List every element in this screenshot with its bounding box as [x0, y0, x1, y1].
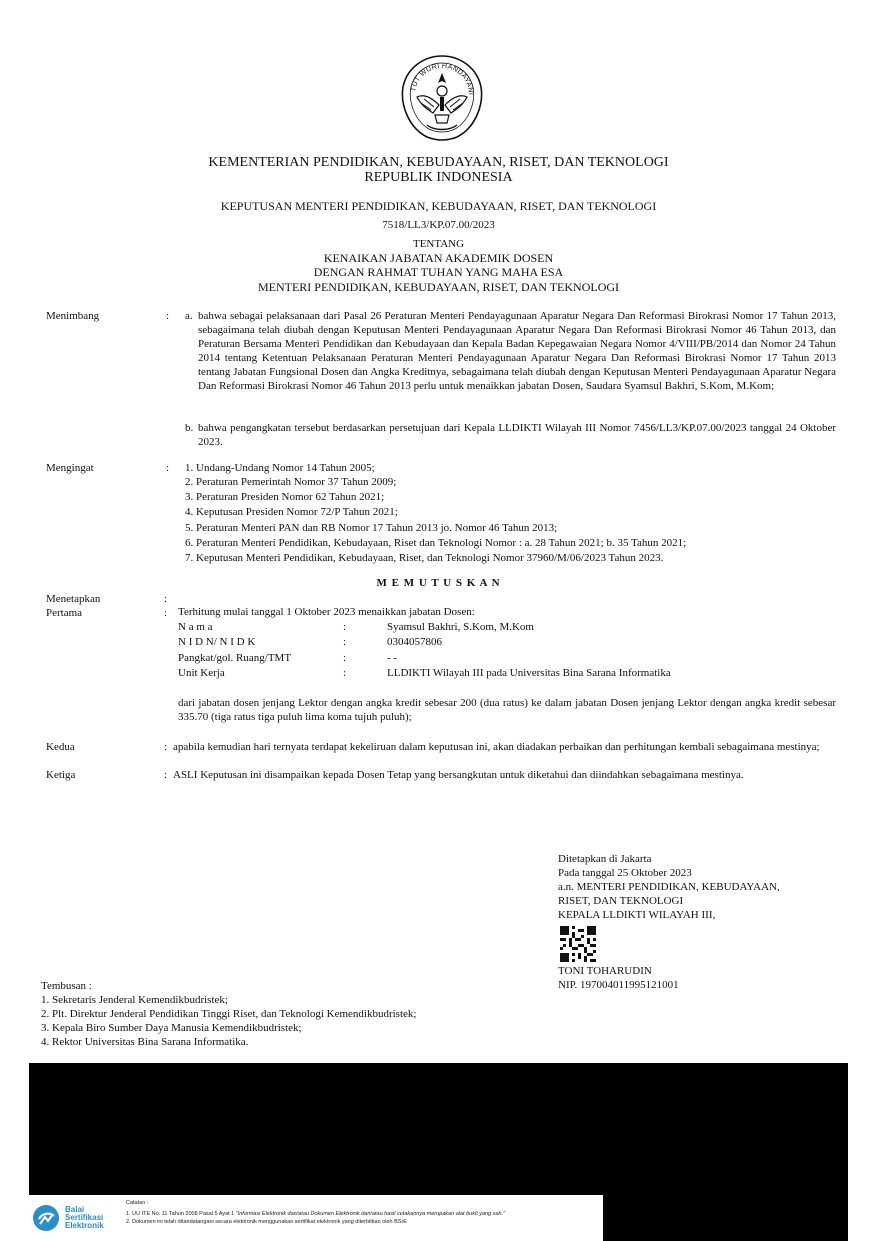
signature-place: Ditetapkan di Jakarta [558, 853, 652, 865]
bse-note-1-quote: "Informasi Elektronik dan/atau Dokumen Elektronik dan/atau hasil cetakannya merupakan alat bukti yang sah." [235, 1211, 506, 1217]
tembusan-item: 1. Sekretaris Jenderal Kemendikbudristek; [41, 994, 228, 1006]
field-sep: : [343, 621, 347, 633]
mengingat-item: 5. Peraturan Menteri PAN dan RB Nomor 17 Tahun 2013 jo. Nomor 46 Tahun 2013; [185, 522, 558, 534]
mengingat-colon: : [166, 462, 170, 474]
field-sep: : [343, 667, 347, 679]
signature-on-behalf-2: RISET, DAN TEKNOLOGI [558, 895, 684, 907]
menimbang-colon: : [166, 310, 170, 322]
menimbang-label: Menimbang [46, 310, 100, 322]
pertama-intro: Terhitung mulai tanggal 1 Oktober 2023 menaikkan jabatan Dosen: [178, 606, 475, 618]
bse-logo-line3: Elektronik [65, 1221, 104, 1230]
signature-position: KEPALA LLDIKTI WILAYAH III, [558, 909, 716, 921]
field-label-nama: N a m a [178, 621, 213, 633]
mengingat-item: 2. Peraturan Pemerintah Nomor 37 Tahun 2009; [185, 476, 397, 488]
qr-code [560, 926, 596, 962]
grace-line: DENGAN RAHMAT TUHAN YANG MAHA ESA [313, 265, 564, 279]
field-value-nidn: 0304057806 [387, 636, 442, 648]
bse-note-2: 2. Dokumen ini telah ditandatangani secara elektronik menggunakan sertifikat elektronik yang diterbitkan oleh BSrE [126, 1219, 407, 1225]
mengingat-item: 4. Keputusan Presiden Nomor 72/P Tahun 2021; [185, 506, 398, 518]
tentang-label: TENTANG [412, 238, 465, 250]
pertama-label: Pertama [46, 607, 83, 619]
signature-on-behalf: a.n. MENTERI PENDIDIKAN, KEBUDAYAAN, [558, 881, 780, 893]
mengingat-item: 7. Keputusan Menteri Pendidikan, Kebudayaan, Riset, dan Teknologi Nomor 37960/M/06/2023 Tahun 2023. [185, 552, 664, 564]
decree-title: KEPUTUSAN MENTERI PENDIDIKAN, KEBUDAYAAN, RISET, DAN TEKNOLOGI [220, 199, 657, 213]
signature-date: Pada tanggal 25 Oktober 2023 [558, 867, 692, 879]
bse-catatan: Catatan : [126, 1200, 149, 1206]
decree-subject: KENAIKAN JABATAN AKADEMIK DOSEN [323, 251, 554, 265]
ministry-country: REPUBLIK INDONESIA [364, 170, 513, 185]
ketiga-label: Ketiga [46, 769, 76, 781]
bse-footer [29, 1195, 603, 1241]
bse-note-1 [126, 1211, 505, 1218]
signature-name: TONI TOHARUDIN [558, 965, 652, 977]
mengingat-item: 6. Peraturan Menteri Pendidikan, Kebudayaan, Riset dan Teknologi Nomor : a. 28 Tahun 2021; b. 35 Tahun 2021; [185, 537, 687, 549]
kedua-label: Kedua [46, 741, 75, 753]
menetapkan-label: Menetapkan [46, 593, 101, 605]
svg-text:TUT WURI HANDAYANI: TUT WURI HANDAYANI [410, 62, 475, 96]
field-label-pangkat: Pangkat/gol. Ruang/TMT [178, 652, 292, 664]
kedua-colon: : [164, 741, 168, 753]
pertama-closing: dari jabatan dosen jenjang Lektor dengan angka kredit sebesar 200 (dua ratus) ke dalam jabatan Dosen jenjang Lektor dengan angka kredit sebesar 335.70 (tiga ratus tiga puluh lima koma tujuh puluh); [178, 697, 836, 723]
tembusan-item: 4. Rektor Universitas Bina Sarana Informatika. [41, 1036, 249, 1048]
bse-logo-line2: Sertifikasi [65, 1213, 104, 1222]
tut-wuri-handayani-emblem [397, 53, 487, 141]
memutuskan-heading: M E M U T U S K A N [376, 577, 501, 589]
minister-line: MENTERI PENDIDIKAN, KEBUDAYAAN, RISET, DAN TEKNOLOGI [257, 280, 620, 294]
tembusan-title: Tembusan : [41, 980, 92, 992]
ketiga-colon: : [164, 769, 168, 781]
field-sep: : [343, 636, 347, 648]
decree-number: 7518/LL3/KP.07.00/2023 [382, 219, 495, 231]
bse-note-1-prefix: 1. UU ITE No. 11 Tahun 2008 Pasal 5 Ayat 1 [126, 1211, 236, 1217]
bse-logo-line1: Balai [65, 1205, 85, 1214]
field-value-pangkat: - - [387, 652, 398, 664]
bse-logo-icon [32, 1204, 60, 1232]
mengingat-item: 1. Undang-Undang Nomor 14 Tahun 2005; [185, 462, 375, 474]
mengingat-label: Mengingat [46, 462, 94, 474]
menetapkan-colon: : [164, 593, 168, 605]
menimbang-a-marker: a. [185, 310, 193, 322]
field-value-nama: Syamsul Bakhri, S.Kom, M.Kom [387, 621, 534, 633]
menimbang-a-text: bahwa sebagai pelaksanaan dari Pasal 26 Peraturan Menteri Pendayagunaan Aparatur Negara Dan Reformasi Birokrasi Nomor 17 Tahun 2013, sebagaimana telah diubah dengan Keputusan Menteri Pendayagunaan Aparatur Negara Dan Reformasi Birokrasi Nomor 46 Tahun 2013, dan Peraturan Bersama Menteri Pendidikan dan Kebudayaan dan Kepala Badan Kepegawaian Negara Nomor 4/VIII/PB/2014 dan Nomor 24 Tahun 2014 tentang Ketentuan Pelaksanaan Peraturan Menteri Pendayagunaan Aparatur Negara Dan Reformasi Birokrasi Nomor 17 Tahun 2013 tentang Jabatan Fungsional Dosen dan Angka Kreditnya, sebagaimana telah diubah dengan Keputusan Menteri Pendayagunaan Aparatur Negara Dan Reformasi Birokrasi Nomor 46 Tahun 2013 perlu untuk menaikkan jabatan Dosen, Saudara Syamsul Bakhri, S.Kom, M.Kom; [198, 310, 836, 392]
field-label-unit-kerja: Unit Kerja [178, 667, 225, 679]
field-sep: : [343, 652, 347, 664]
mengingat-item: 3. Peraturan Presiden Nomor 62 Tahun 2021; [185, 491, 385, 503]
tembusan-item: 3. Kepala Biro Sumber Daya Manusia Kemendikbudristek; [41, 1022, 302, 1034]
pertama-colon: : [164, 607, 168, 619]
field-label-nidn: N I D N/ N I D K [178, 636, 256, 648]
menimbang-b-text: bahwa pengangkatan tersebut berdasarkan persetujuan dari Kepala LLDIKTI Wilayah III Nomor 7456/LL3/KP.07.00/2023 tanggal 24 Oktober 2023. [198, 422, 836, 448]
signature-nip: NIP. 197004011995121001 [558, 979, 679, 991]
menimbang-b-marker: b. [185, 422, 194, 434]
field-value-unit-kerja: LLDIKTI Wilayah III pada Universitas Bina Sarana Informatika [387, 667, 671, 679]
ministry-name: KEMENTERIAN PENDIDIKAN, KEBUDAYAAN, RISET, DAN TEKNOLOGI [208, 155, 669, 170]
kedua-text: apabila kemudian hari ternyata terdapat kekeliruan dalam keputusan ini, akan diadakan perbaikan dan perhitungan kembali sebagaimana mestinya; [173, 741, 820, 753]
ketiga-text: ASLI Keputusan ini disampaikan kepada Dosen Tetap yang bersangkutan untuk diketahui dan diindahkan sebagaimana mestinya. [173, 769, 744, 781]
tembusan-item: 2. Plt. Direktur Jenderal Pendidikan Tinggi Riset, dan Teknologi Kemendikbudristek; [41, 1008, 417, 1020]
